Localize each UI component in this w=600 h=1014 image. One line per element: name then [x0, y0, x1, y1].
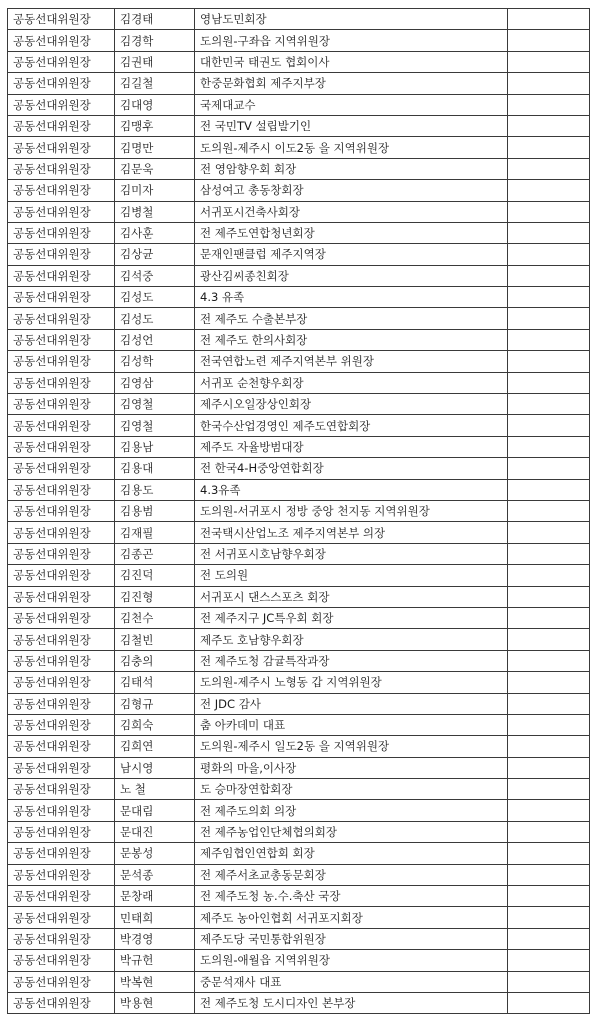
- name-cell: 김영철: [115, 394, 195, 415]
- title-cell: 문재인팬클럽 제주지역장: [195, 244, 508, 265]
- table-row: [8, 115, 590, 136]
- name-cell: 김희숙: [115, 714, 195, 735]
- name-cell: 김경학: [115, 30, 195, 51]
- name-cell: 문창래: [115, 886, 195, 907]
- role-cell: 공동선대위원장: [8, 843, 115, 864]
- name-cell: 김재필: [115, 522, 195, 543]
- empty-cell: [508, 928, 590, 949]
- empty-cell: [508, 886, 590, 907]
- title-cell: 전 제주서초교총동문회장: [195, 864, 508, 885]
- table-row: [8, 479, 590, 500]
- table-row: [8, 971, 590, 992]
- empty-cell: [508, 158, 590, 179]
- name-cell: 김석중: [115, 265, 195, 286]
- name-cell: 문대림: [115, 800, 195, 821]
- title-cell: 대한민국 태권도 협회이사: [195, 51, 508, 72]
- table-row: [8, 137, 590, 158]
- role-cell: 공동선대위원장: [8, 94, 115, 115]
- empty-cell: [508, 51, 590, 72]
- name-cell: 김성도: [115, 308, 195, 329]
- role-cell: 공동선대위원장: [8, 415, 115, 436]
- table-row: [8, 329, 590, 350]
- table-row: [8, 351, 590, 372]
- name-cell: 김성언: [115, 329, 195, 350]
- title-cell: 전 JDC 감사: [195, 693, 508, 714]
- empty-cell: [508, 73, 590, 94]
- empty-cell: [508, 180, 590, 201]
- empty-cell: [508, 287, 590, 308]
- title-cell: 제주도 자율방범대장: [195, 436, 508, 457]
- empty-cell: [508, 201, 590, 222]
- empty-cell: [508, 992, 590, 1013]
- empty-cell: [508, 394, 590, 415]
- title-cell: 도 승마장연합회장: [195, 779, 508, 800]
- title-cell: 전 제주도청 감귤특작과장: [195, 650, 508, 671]
- name-cell: 박복현: [115, 971, 195, 992]
- title-cell: 도의원-구좌읍 지역위원장: [195, 30, 508, 51]
- name-cell: 김사훈: [115, 222, 195, 243]
- title-cell: 평화의 마을,이사장: [195, 757, 508, 778]
- title-cell: 전 도의원: [195, 565, 508, 586]
- empty-cell: [508, 436, 590, 457]
- title-cell: 중문석재사 대표: [195, 971, 508, 992]
- role-cell: 공동선대위원장: [8, 73, 115, 94]
- role-cell: 공동선대위원장: [8, 351, 115, 372]
- table-row: [8, 394, 590, 415]
- table-row: [8, 415, 590, 436]
- role-cell: 공동선대위원장: [8, 201, 115, 222]
- table-row: [8, 992, 590, 1013]
- role-cell: 공동선대위원장: [8, 672, 115, 693]
- name-cell: 남시영: [115, 757, 195, 778]
- name-cell: 김병철: [115, 201, 195, 222]
- title-cell: 전 제주지구 JC특우회 회장: [195, 607, 508, 628]
- empty-cell: [508, 629, 590, 650]
- table-row: [8, 543, 590, 564]
- empty-cell: [508, 907, 590, 928]
- title-cell: 국제대교수: [195, 94, 508, 115]
- name-cell: 김용대: [115, 458, 195, 479]
- table-row: [8, 864, 590, 885]
- empty-cell: [508, 864, 590, 885]
- role-cell: 공동선대위원장: [8, 907, 115, 928]
- empty-cell: [508, 586, 590, 607]
- table-row: [8, 30, 590, 51]
- table-row: [8, 757, 590, 778]
- table-row: [8, 843, 590, 864]
- role-cell: 공동선대위원장: [8, 479, 115, 500]
- empty-cell: [508, 714, 590, 735]
- role-cell: 공동선대위원장: [8, 992, 115, 1013]
- empty-cell: [508, 265, 590, 286]
- role-cell: 공동선대위원장: [8, 950, 115, 971]
- table-row: [8, 436, 590, 457]
- empty-cell: [508, 971, 590, 992]
- empty-cell: [508, 9, 590, 30]
- role-cell: 공동선대위원장: [8, 244, 115, 265]
- role-cell: 공동선대위원장: [8, 308, 115, 329]
- table-row: [8, 244, 590, 265]
- empty-cell: [508, 650, 590, 671]
- empty-cell: [508, 779, 590, 800]
- table-row: [8, 714, 590, 735]
- table-row: [8, 736, 590, 757]
- empty-cell: [508, 693, 590, 714]
- role-cell: 공동선대위원장: [8, 522, 115, 543]
- empty-cell: [508, 244, 590, 265]
- empty-cell: [508, 308, 590, 329]
- table-row: [8, 500, 590, 521]
- role-cell: 공동선대위원장: [8, 265, 115, 286]
- role-cell: 공동선대위원장: [8, 736, 115, 757]
- role-cell: 공동선대위원장: [8, 693, 115, 714]
- table-row: [8, 779, 590, 800]
- title-cell: 전 제주도청 농.수.축산 국장: [195, 886, 508, 907]
- title-cell: 전 제주도의회 의장: [195, 800, 508, 821]
- title-cell: 도의원-제주시 노형동 갑 지역위원장: [195, 672, 508, 693]
- table-row: [8, 907, 590, 928]
- title-cell: 전 제주도청 도시디자인 본부장: [195, 992, 508, 1013]
- table-row: [8, 693, 590, 714]
- role-cell: 공동선대위원장: [8, 115, 115, 136]
- empty-cell: [508, 458, 590, 479]
- title-cell: 제주도 농아인협회 서귀포지회장: [195, 907, 508, 928]
- role-cell: 공동선대위원장: [8, 586, 115, 607]
- title-cell: 도의원-서귀포시 정방 중앙 천지동 지역위원장: [195, 500, 508, 521]
- title-cell: 전 영암향우회 회장: [195, 158, 508, 179]
- title-cell: 전 제주도 한의사회장: [195, 329, 508, 350]
- role-cell: 공동선대위원장: [8, 158, 115, 179]
- title-cell: 도의원-제주시 일도2동 을 지역위원장: [195, 736, 508, 757]
- empty-cell: [508, 94, 590, 115]
- table-row: [8, 201, 590, 222]
- table-row: [8, 180, 590, 201]
- name-cell: 문대진: [115, 821, 195, 842]
- empty-cell: [508, 415, 590, 436]
- name-cell: 김용범: [115, 500, 195, 521]
- empty-cell: [508, 222, 590, 243]
- title-cell: 전 한국4-H중앙연합회장: [195, 458, 508, 479]
- role-cell: 공동선대위원장: [8, 372, 115, 393]
- name-cell: 박규헌: [115, 950, 195, 971]
- role-cell: 공동선대위원장: [8, 779, 115, 800]
- table-row: [8, 650, 590, 671]
- name-cell: 김대영: [115, 94, 195, 115]
- table-row: [8, 672, 590, 693]
- name-cell: 김영삼: [115, 372, 195, 393]
- table-row: [8, 158, 590, 179]
- empty-cell: [508, 115, 590, 136]
- name-cell: 김충의: [115, 650, 195, 671]
- title-cell: 제주도 호남향우회장: [195, 629, 508, 650]
- empty-cell: [508, 565, 590, 586]
- title-cell: 제주임협인연합회 회장: [195, 843, 508, 864]
- table-row: [8, 265, 590, 286]
- role-cell: 공동선대위원장: [8, 9, 115, 30]
- table-row: [8, 928, 590, 949]
- table-row: [8, 886, 590, 907]
- role-cell: 공동선대위원장: [8, 800, 115, 821]
- empty-cell: [508, 329, 590, 350]
- member-table: [7, 8, 590, 1014]
- role-cell: 공동선대위원장: [8, 971, 115, 992]
- title-cell: 제주시오일장상인회장: [195, 394, 508, 415]
- empty-cell: [508, 500, 590, 521]
- title-cell: 광산김씨종친회장: [195, 265, 508, 286]
- title-cell: 제주도당 국민통합위원장: [195, 928, 508, 949]
- name-cell: 민태희: [115, 907, 195, 928]
- role-cell: 공동선대위원장: [8, 51, 115, 72]
- role-cell: 공동선대위원장: [8, 287, 115, 308]
- role-cell: 공동선대위원장: [8, 500, 115, 521]
- empty-cell: [508, 30, 590, 51]
- name-cell: 박용현: [115, 992, 195, 1013]
- name-cell: 김진형: [115, 586, 195, 607]
- name-cell: 노 철: [115, 779, 195, 800]
- role-cell: 공동선대위원장: [8, 714, 115, 735]
- title-cell: 전 제주도 수출본부장: [195, 308, 508, 329]
- role-cell: 공동선대위원장: [8, 543, 115, 564]
- title-cell: 도의원-제주시 이도2동 을 지역위원장: [195, 137, 508, 158]
- role-cell: 공동선대위원장: [8, 394, 115, 415]
- name-cell: 김진덕: [115, 565, 195, 586]
- table-row: [8, 522, 590, 543]
- name-cell: 문봉성: [115, 843, 195, 864]
- empty-cell: [508, 372, 590, 393]
- name-cell: 김종곤: [115, 543, 195, 564]
- empty-cell: [508, 351, 590, 372]
- empty-cell: [508, 137, 590, 158]
- name-cell: 김용도: [115, 479, 195, 500]
- table-row: [8, 9, 590, 30]
- role-cell: 공동선대위원장: [8, 650, 115, 671]
- table-row: [8, 372, 590, 393]
- table-row: [8, 94, 590, 115]
- name-cell: 김문욱: [115, 158, 195, 179]
- title-cell: 전 제주농업인단체협의회장: [195, 821, 508, 842]
- role-cell: 공동선대위원장: [8, 565, 115, 586]
- table-row: [8, 629, 590, 650]
- empty-cell: [508, 672, 590, 693]
- name-cell: 김천수: [115, 607, 195, 628]
- title-cell: 4.3유족: [195, 479, 508, 500]
- title-cell: 서귀포시건축사회장: [195, 201, 508, 222]
- name-cell: 김경태: [115, 9, 195, 30]
- title-cell: 삼성여고 총동창회장: [195, 180, 508, 201]
- empty-cell: [508, 522, 590, 543]
- title-cell: 영남도민회장: [195, 9, 508, 30]
- empty-cell: [508, 757, 590, 778]
- name-cell: 문석종: [115, 864, 195, 885]
- role-cell: 공동선대위원장: [8, 821, 115, 842]
- empty-cell: [508, 950, 590, 971]
- table-row: [8, 287, 590, 308]
- role-cell: 공동선대위원장: [8, 222, 115, 243]
- title-cell: 서귀포 순천향우회장: [195, 372, 508, 393]
- table-row: [8, 73, 590, 94]
- role-cell: 공동선대위원장: [8, 607, 115, 628]
- role-cell: 공동선대위원장: [8, 629, 115, 650]
- role-cell: 공동선대위원장: [8, 180, 115, 201]
- role-cell: 공동선대위원장: [8, 864, 115, 885]
- name-cell: 김철빈: [115, 629, 195, 650]
- title-cell: 서귀포시 댄스스포츠 회장: [195, 586, 508, 607]
- empty-cell: [508, 736, 590, 757]
- role-cell: 공동선대위원장: [8, 436, 115, 457]
- table-row: [8, 565, 590, 586]
- name-cell: 김성도: [115, 287, 195, 308]
- role-cell: 공동선대위원장: [8, 137, 115, 158]
- name-cell: 김영철: [115, 415, 195, 436]
- name-cell: 김상균: [115, 244, 195, 265]
- title-cell: 전국택시산업노조 제주지역본부 의장: [195, 522, 508, 543]
- title-cell: 전국연합노련 제주지역본부 위원장: [195, 351, 508, 372]
- role-cell: 공동선대위원장: [8, 757, 115, 778]
- role-cell: 공동선대위원장: [8, 928, 115, 949]
- name-cell: 김권태: [115, 51, 195, 72]
- table-row: [8, 222, 590, 243]
- name-cell: 김명만: [115, 137, 195, 158]
- table-row: [8, 51, 590, 72]
- name-cell: 김태석: [115, 672, 195, 693]
- title-cell: 한국수산업경영인 제주도연합회장: [195, 415, 508, 436]
- title-cell: 한중문화협회 제주지부장: [195, 73, 508, 94]
- title-cell: 전 제주도연합청년회장: [195, 222, 508, 243]
- member-table-body: [8, 9, 590, 1014]
- role-cell: 공동선대위원장: [8, 30, 115, 51]
- title-cell: 4.3 유족: [195, 287, 508, 308]
- name-cell: 박경영: [115, 928, 195, 949]
- role-cell: 공동선대위원장: [8, 329, 115, 350]
- empty-cell: [508, 543, 590, 564]
- name-cell: 김맹후: [115, 115, 195, 136]
- name-cell: 김길철: [115, 73, 195, 94]
- title-cell: 춤 아카데미 대표: [195, 714, 508, 735]
- empty-cell: [508, 479, 590, 500]
- name-cell: 김성학: [115, 351, 195, 372]
- name-cell: 김형규: [115, 693, 195, 714]
- title-cell: 전 서귀포시호남향우회장: [195, 543, 508, 564]
- table-row: [8, 950, 590, 971]
- table-row: [8, 800, 590, 821]
- empty-cell: [508, 821, 590, 842]
- empty-cell: [508, 800, 590, 821]
- table-row: [8, 308, 590, 329]
- name-cell: 김희연: [115, 736, 195, 757]
- title-cell: 전 국민TV 설립발기인: [195, 115, 508, 136]
- role-cell: 공동선대위원장: [8, 458, 115, 479]
- title-cell: 도의원-애월읍 지역위원장: [195, 950, 508, 971]
- name-cell: 김용남: [115, 436, 195, 457]
- name-cell: 김미자: [115, 180, 195, 201]
- table-row: [8, 586, 590, 607]
- table-row: [8, 607, 590, 628]
- empty-cell: [508, 607, 590, 628]
- table-row: [8, 458, 590, 479]
- table-row: [8, 821, 590, 842]
- role-cell: 공동선대위원장: [8, 886, 115, 907]
- empty-cell: [508, 843, 590, 864]
